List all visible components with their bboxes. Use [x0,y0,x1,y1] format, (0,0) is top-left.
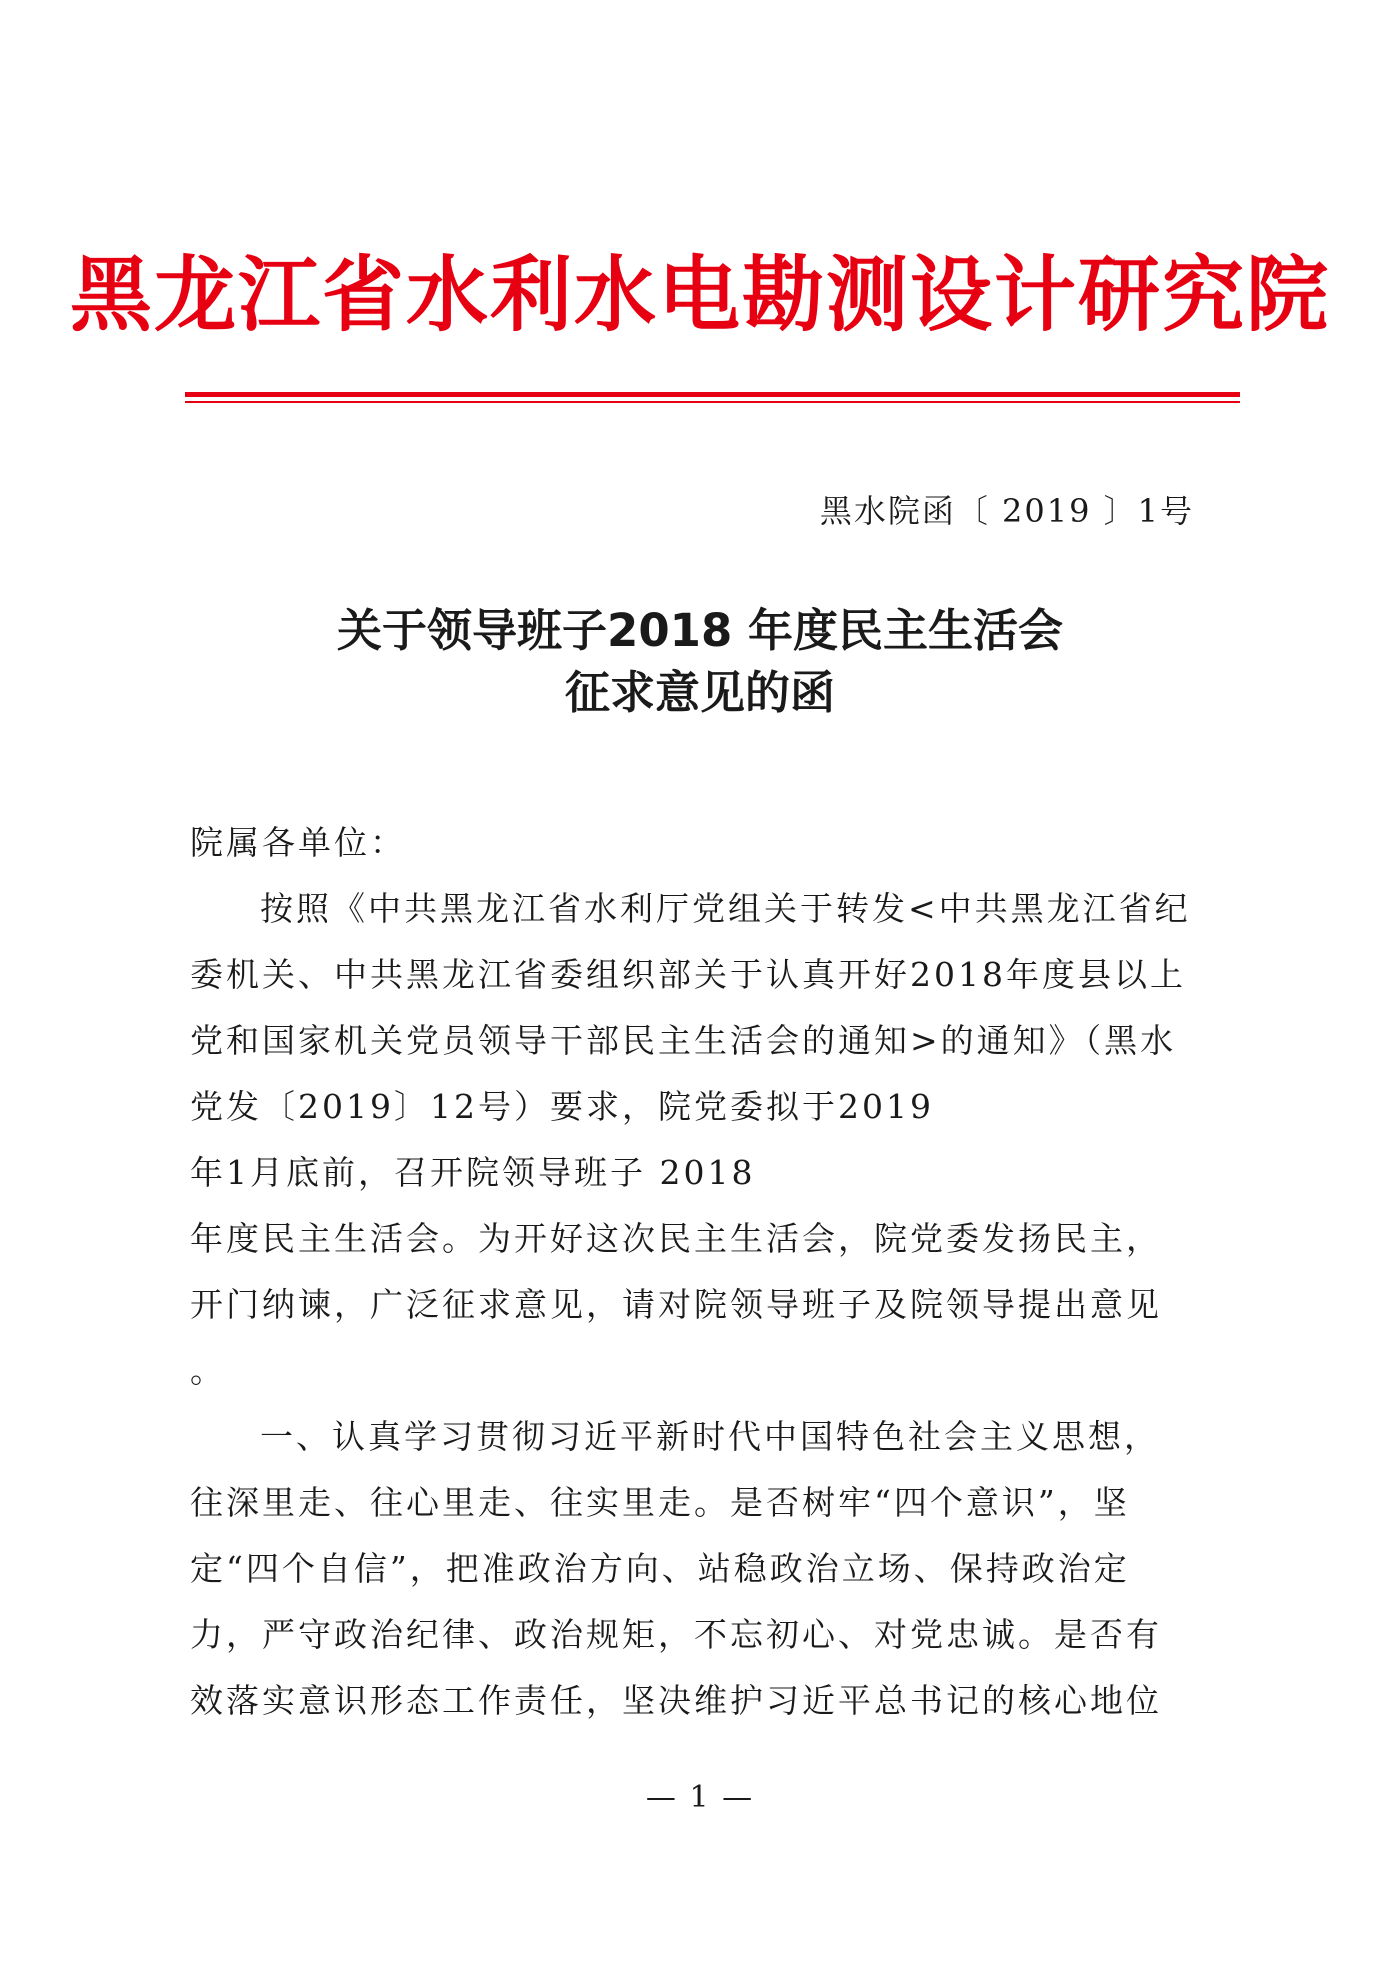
body-line: 委机关、中共黑龙江省委组织部关于认真开好2018年度县以上 [190,955,1186,994]
body-line: 力，严守政治纪律、政治规矩，不忘初心、对党忠诚。是否有 [190,1615,1162,1654]
document-title [0,600,1400,724]
letterhead-red-rule-thick [185,392,1240,397]
body-line: 一、认真学习贯彻习近平新时代中国特色社会主义思想， [260,1417,1160,1456]
page-number: — 1 — [645,1780,755,1815]
body-line: 开门纳谏，广泛征求意见，请对院领导班子及院领导提出意见 [190,1285,1162,1324]
body-line: 年度民主生活会。为开好这次民主生活会，院党委发扬民主， [190,1219,1162,1258]
letterhead-organization-name: 黑龙江省水利水电勘测设计研究院 [69,248,1330,343]
body-line: 定“四个自信”，把准政治方向、站稳政治立场、保持政治定 [190,1549,1130,1588]
document-body [190,810,1220,1734]
salutation: 院属各单位： [190,823,406,862]
body-line: 按照《中共黑龙江省水利厅党组关于转发<中共黑龙江省纪 [260,889,1191,928]
document-number: 黑水院函〔 2019 〕1号 [819,492,1194,530]
body-line: 党发〔2019〕12号）要求，院党委拟于2019 [190,1087,934,1126]
letterhead-red-rule-thin [185,401,1240,403]
body-line: 往深里走、往心里走、往实里走。是否树牢“四个意识”，坚 [190,1483,1130,1522]
body-line: 效落实意识形态工作责任，坚决维护习近平总书记的核心地位 [190,1681,1162,1720]
document-title-line-1: 关于领导班子2018 年度民主生活会 [337,604,1063,657]
body-line: 党和国家机关党员领导干部民主生活会的通知>的通知》（黑水 [190,1021,1177,1060]
body-line: 。 [190,1351,226,1390]
body-line: 年1月底前，召开院领导班子 2018 [190,1153,756,1192]
document-title-line-2: 征求意见的函 [564,666,835,719]
